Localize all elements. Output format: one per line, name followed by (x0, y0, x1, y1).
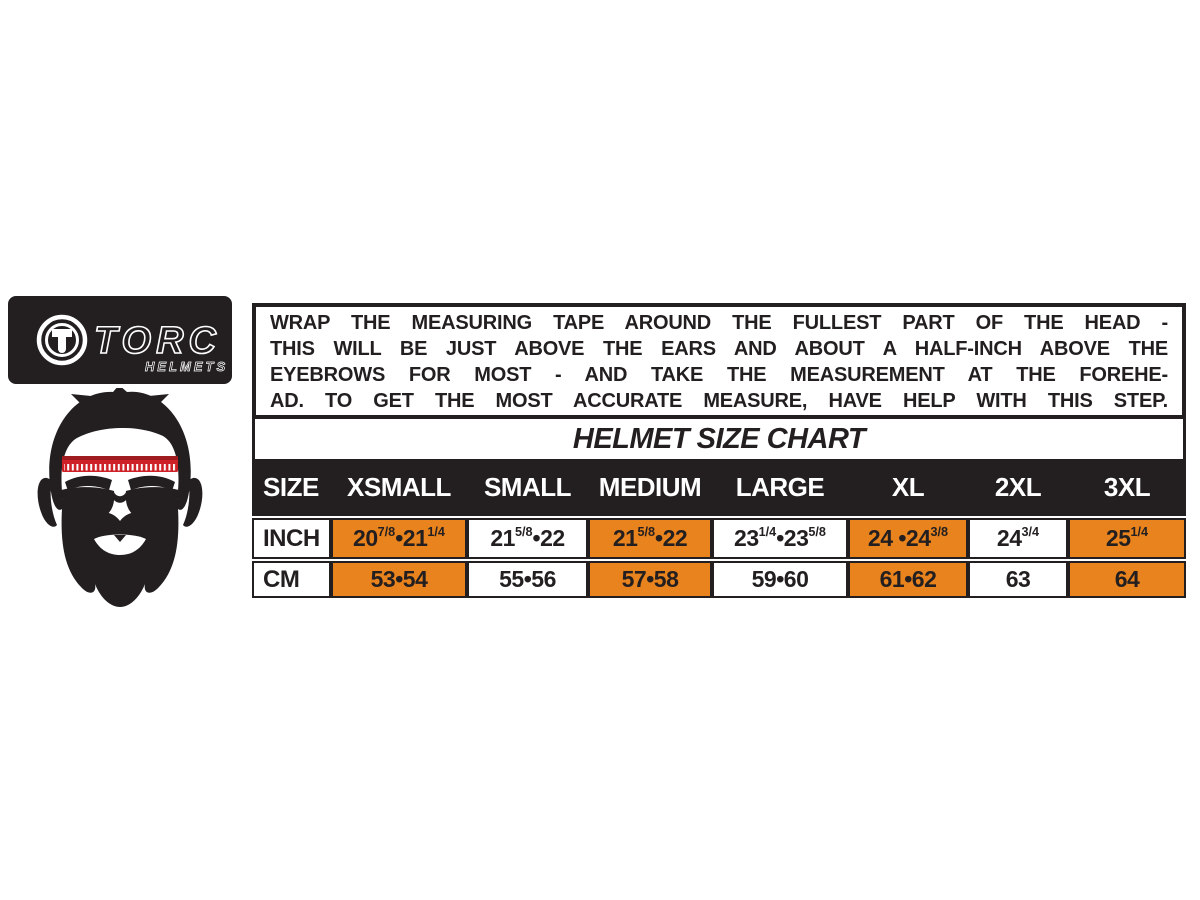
torc-t-badge-icon (39, 317, 85, 363)
instruction-line: THIS WILL BE JUST ABOVE THE EARS AND ABOUT A HALF-INCH ABOVE THE (270, 338, 1168, 360)
brand-subtitle: HELMETS (145, 359, 229, 374)
measuring-instructions (252, 303, 1186, 419)
inch-small: 21 $^{5/8}$ •22 (467, 518, 588, 559)
cm-3xl: 64 (1068, 561, 1186, 598)
bearded-head-illustration (35, 388, 205, 613)
column-header-small: SMALL (483, 472, 572, 502)
instruction-line: EYEBROWS FOR MOST - AND TAKE THE MEASUREMENT AT THE FOREHE- (270, 364, 1168, 386)
instruction-line: WRAP THE MEASURING TAPE AROUND THE FULLEST PART OF THE HEAD - (270, 312, 1168, 334)
inch-3xl: 25 $^{1/4}$ (1068, 518, 1186, 559)
inch-2xl: 24 $^{3/4}$ (968, 518, 1068, 559)
column-header-2xl: 2XL (994, 472, 1042, 502)
instruction-line: AD. TO GET THE MOST ACCURATE MEASURE, HAVE HELP WITH THIS STEP. (270, 390, 1168, 412)
cm-medium: 57•58 (588, 561, 712, 598)
column-header-xsmall: XSMALL (347, 472, 451, 502)
cm-xl: 61•62 (848, 561, 968, 598)
inch-xsmall: 20 $^{7/8}$ •21 $^{1/4}$ (331, 518, 467, 559)
column-header-3xl: 3XL (1103, 472, 1151, 502)
row-label-cm: CM (252, 561, 331, 598)
cm-2xl: 63 (968, 561, 1068, 598)
inch-medium: 21 $^{5/8}$ •22 (588, 518, 712, 559)
table-row-inch (252, 518, 1186, 559)
column-header-large: LARGE (735, 472, 825, 502)
cm-xsmall: 53•54 (331, 561, 467, 598)
inch-large: 23 $^{1/4}$ •23 $^{5/8}$ (712, 518, 848, 559)
torc-logo (8, 296, 232, 384)
cm-small: 55•56 (467, 561, 588, 598)
column-header-xl: XL (891, 472, 925, 502)
column-header-medium: MEDIUM (598, 472, 702, 502)
brand-name: TORC (94, 320, 221, 362)
chart-panel (252, 303, 1186, 598)
head-graphic (35, 388, 205, 613)
torc-logo-graphic (8, 296, 232, 384)
table-row-cm (252, 561, 1186, 598)
chart-title: HELMET SIZE CHART (252, 419, 1186, 459)
row-label-inch: INCH (252, 518, 331, 559)
table-header-row (252, 459, 1186, 516)
measuring-tape (62, 456, 178, 472)
column-header-size: SIZE (263, 472, 319, 502)
inch-xl: 24 •24 $^{3/8}$ (848, 518, 968, 559)
cm-large: 59•60 (712, 561, 848, 598)
